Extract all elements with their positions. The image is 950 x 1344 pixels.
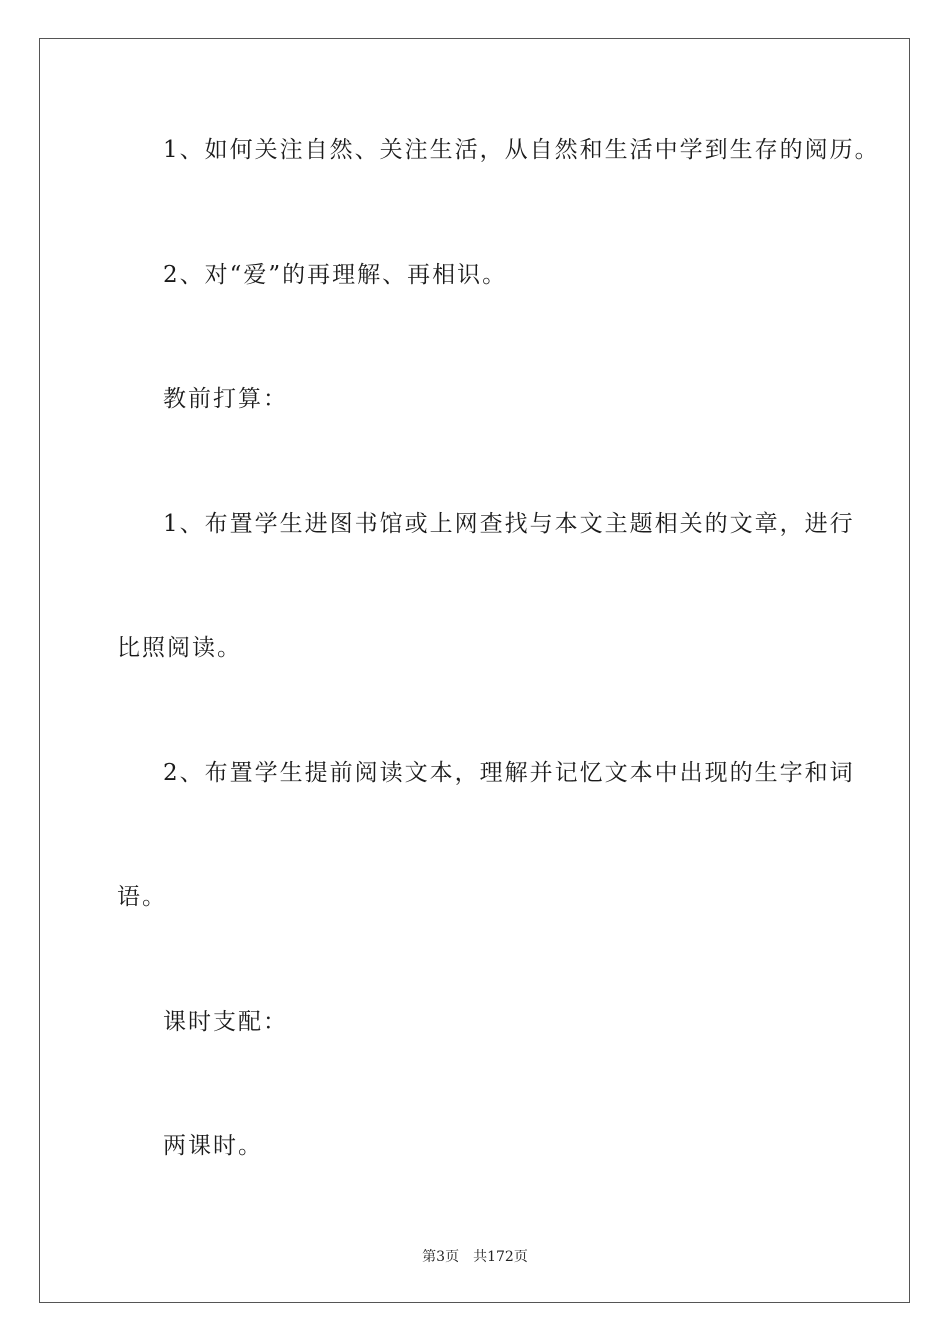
heading-class-hours: 课时支配： xyxy=(163,1009,288,1035)
paragraph-objective-1: 1、如何关注自然、关注生活，从自然和生活中学到生存的阅历。 xyxy=(163,137,880,163)
page-total: 共172页 xyxy=(473,1249,528,1265)
heading-preparation: 教前打算： xyxy=(163,386,288,412)
paragraph-preparation-2-continued: 语。 xyxy=(117,884,167,910)
paragraph-preparation-1-continued: 比照阅读。 xyxy=(117,635,242,661)
page-border xyxy=(39,38,910,1303)
paragraph-class-hours: 两课时。 xyxy=(163,1133,263,1159)
paragraph-objective-2: 2、对“爱”的再理解、再相识。 xyxy=(163,262,508,288)
page-number: 第3页 xyxy=(422,1249,460,1265)
paragraph-preparation-1: 1、布置学生进图书馆或上网查找与本文主题相关的文章，进行 xyxy=(163,511,855,537)
page-footer xyxy=(0,1247,950,1267)
paragraph-preparation-2: 2、布置学生提前阅读文本，理解并记忆文本中出现的生字和词 xyxy=(163,760,855,786)
